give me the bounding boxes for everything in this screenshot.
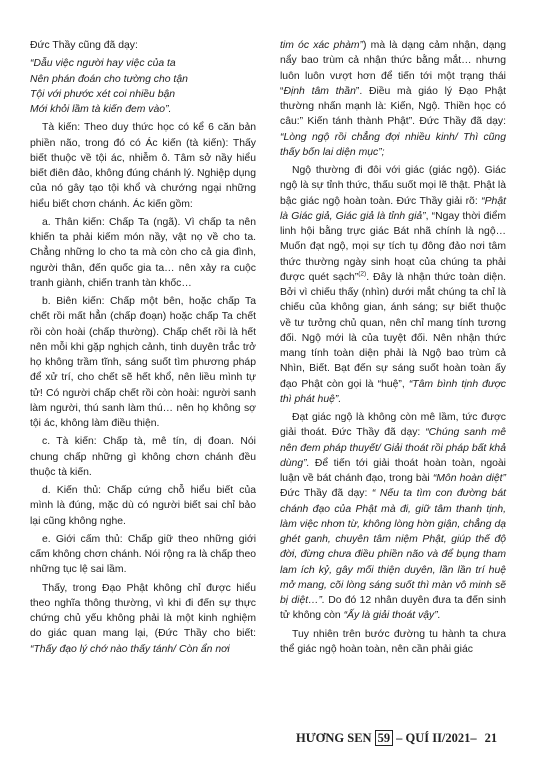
paragraph-ngo bbox=[280, 163, 506, 407]
verse-line-2: Nên phán đoán cho tường cho tận bbox=[30, 73, 188, 85]
left-column bbox=[30, 38, 256, 660]
ngo-text-c: . Đây là nhận thức toàn diện. Bởi vì chiếu thấy (nhìn) dưới mắt chúng ta chỉ là chiếu của không gian, ánh sáng; sự biết thuộc về tư tưởng chủ quan, nên chỉ mang tính tương đối. Ngộ mới là của tuyệt đối. Nên nhận thức mang tính toàn diện phải là Ngộ bao trùm cả Nhìn, Biết. Bạt đến sự sáng suốt hoàn toàn ấy đạo Phật còn gọi là “huệ”, bbox=[280, 271, 506, 390]
ngo-text-b: , “Ngay thời điểm linh hội bằng trực giác Bát nhã chính là ngộ… Muốn đạt ngộ, mọi sự tích tụ đông đảo nơi tâm thức thường ngày sinh hoạt của chúng ta phải được quét sạch” bbox=[280, 210, 506, 283]
dinh-tam-than-quote: Định tâm thần bbox=[283, 85, 356, 97]
magazine-title: HƯƠNG SEN bbox=[296, 731, 372, 745]
paragraph-bien-kien: b. Biên kiến: Chấp một bên, hoặc chấp Ta chết rồi mất hẳn (chấp đoạn) hoặc chấp Ta chết rồi còn hoài (chấp thường). Chấp chết rồi là hết nên mỗi khi gặp nghịch cảnh, tinh duyên trắc trở họ không trầm tĩnh, sáng suốt tìm phương pháp để xử trí, cho chết sẽ hết khổ, nên liều mình tự tử! Có người chấp chết rồi còn hoài: người sanh làm người, thú sanh làm thú… nên họ không sợ tội ác, không làm điều thiện. bbox=[30, 296, 256, 429]
dat-text-c: Đức Thầy đã dạy: bbox=[280, 488, 372, 500]
paragraph-kien-thu: d. Kiến thủ: Chấp cứng chỗ hiểu biết của mình là đúng, mặc dù có người biết sai chỉ bảo lại cũng không nghe. bbox=[30, 485, 256, 527]
dat-quote-4: “Ấy là giải thoát vậy”. bbox=[343, 610, 441, 622]
ngo-text-a: Ngộ thường đi đôi với giác (giác ngộ). Giác ngộ là sự tỉnh thức, thấu suốt mọi lẽ thật. Phật là bậc giác ngộ hoàn toàn. Đức Thầy giải rõ: bbox=[280, 165, 506, 207]
right-column bbox=[280, 38, 506, 660]
paragraph-thay-quote: “Thấy đạo lý chớ nào thấy tánh/ Còn ẩn nơi bbox=[30, 643, 230, 655]
dat-text-d: Do đó 12 nhân duyên đưa ta đến sinh tử không còn bbox=[280, 595, 506, 622]
issue-period: – QUÍ II/2021– bbox=[396, 731, 477, 745]
paragraph-giac-ngo bbox=[280, 410, 506, 624]
footnote-ref: (2) bbox=[358, 270, 367, 278]
dat-text-a: Đạt giác ngộ là không còn mê lầm, tức được giải thoát. Đức Thầy đã dạy: bbox=[280, 412, 506, 439]
verse-line-1: “Dẫu việc người hay việc của ta bbox=[30, 58, 176, 70]
page-number: 21 bbox=[484, 731, 498, 745]
page-footer bbox=[296, 730, 520, 746]
paragraph-ta-kien: Tà kiến: Theo duy thức học có kể 6 căn bản phiền não, trong đó có Ác kiến (tà kiến): Thấy biết thuộc về tội ác, nhiễm ô. Tâm sở nầy hiểu biết điên đảo, không đúng chánh lý. Nghiệp dụng của nó gây tạo tội khổ và chướng ngại những hiểu biết chơn chánh. Ác kiến gồm: bbox=[30, 122, 256, 210]
dat-quote-3: “ Nếu ta tìm con đường bát chánh đạo của Phật mà đi, giữ tâm thanh tịnh, làm việc nhơn từ, không lòng hờn giận, chẳng dạ ghét ganh, chuyên tâm niệm Phật, giúp thế độ đời, đừng chưa điều phiền não và để bụng tham lam ích kỷ, gây mối thiện duyên, lần lần trí huệ mở mang, cõi lòng sáng suốt thì màn vô minh sẽ bị diệt…”. bbox=[280, 488, 507, 606]
ngo-quote-1: “Phật là Giác giả, Giác giả là tỉnh giả” bbox=[280, 195, 506, 222]
dat-text-b: Để tiến tới giải thoát hoàn toàn, ngoài luận về bát chánh đạo, trong bài bbox=[280, 457, 506, 484]
ngo-quote-2: “Tâm bình tịnh được thì phát huệ”. bbox=[280, 378, 506, 405]
paragraph-thay-text: Thấy, trong Đạo Phật không chỉ được hiểu theo nghĩa thông thường, vì khi đi đến sự thực chứng chủ yếu không phải là một kinh nghiệm do giác quan mang lại, (Đức Thầy cho biết: bbox=[30, 582, 256, 640]
paragraph-gioi-cam-thu: e. Giới cấm thủ: Chấp giữ theo những giới cấm không chơn chánh. Nói rộng ra là chấp theo những tục lệ sai lầm. bbox=[30, 533, 256, 576]
paragraph-ta-kien-c: c. Tà kiến: Chấp tà, mê tín, dị đoan. Nói chung chấp những gì không chơn chánh đều thuộc tà kiến. bbox=[30, 436, 256, 478]
issue-number: 59 bbox=[375, 730, 394, 746]
verse-line-3: Tội với phước xét coi nhiều bận bbox=[30, 88, 176, 100]
paragraph-continuation bbox=[280, 38, 506, 160]
long-ngo-quote: “Lòng ngộ rồi chẳng đợi nhiều kinh/ Thì cũng thấy bốn lai diện mục”; bbox=[280, 131, 506, 158]
paragraph-tuy-nhien: Tuy nhiên trên bước đường tu hành ta chưa thể giác ngộ hoàn toàn, nên cần phải giác bbox=[280, 628, 506, 655]
paragraph-than-kien: a. Thân kiến: Chấp Ta (ngã). Vì chấp ta nên khiến ta phải kiếm món nầy, vật nọ về cho ta. Chẳng những lo cho ta mà còn cho cả gia đình, người thân, đến quốc gia ta… nên xảy ra cuộc tranh giành, chiến tranh tàn khốc… bbox=[30, 216, 256, 289]
quote-intro: Đức Thầy cũng đã dạy: bbox=[30, 40, 138, 51]
continued-quote: tim óc xác phàm” bbox=[280, 40, 364, 51]
continued-text-2: ”. Điều mà giáo lý Đạo Phật thường nhấn mạnh là: Kiến, Ngộ. Thiền học có câu:” Kiến tánh thành Phật”. Đức Thầy đã dạy: bbox=[280, 85, 506, 128]
verse-line-4: Mới khỏi lầm tà kiến đem vào”. bbox=[30, 104, 172, 115]
continued-text: ) mà là dạng cảm nhận, dạng nẩy bao trùm cả nhận thức bằng mắt… nhưng luôn luôn vượt hơn để tiến tới một trạng thái “ bbox=[280, 40, 506, 97]
dat-quote-1: “Chúng sanh mê nên đem pháp thuyết/ Giải thoát rồi pháp bất khả dùng”. bbox=[280, 427, 506, 469]
paragraph-thay bbox=[30, 581, 256, 657]
dat-quote-2: “Môn hoàn diệt” bbox=[432, 473, 507, 484]
